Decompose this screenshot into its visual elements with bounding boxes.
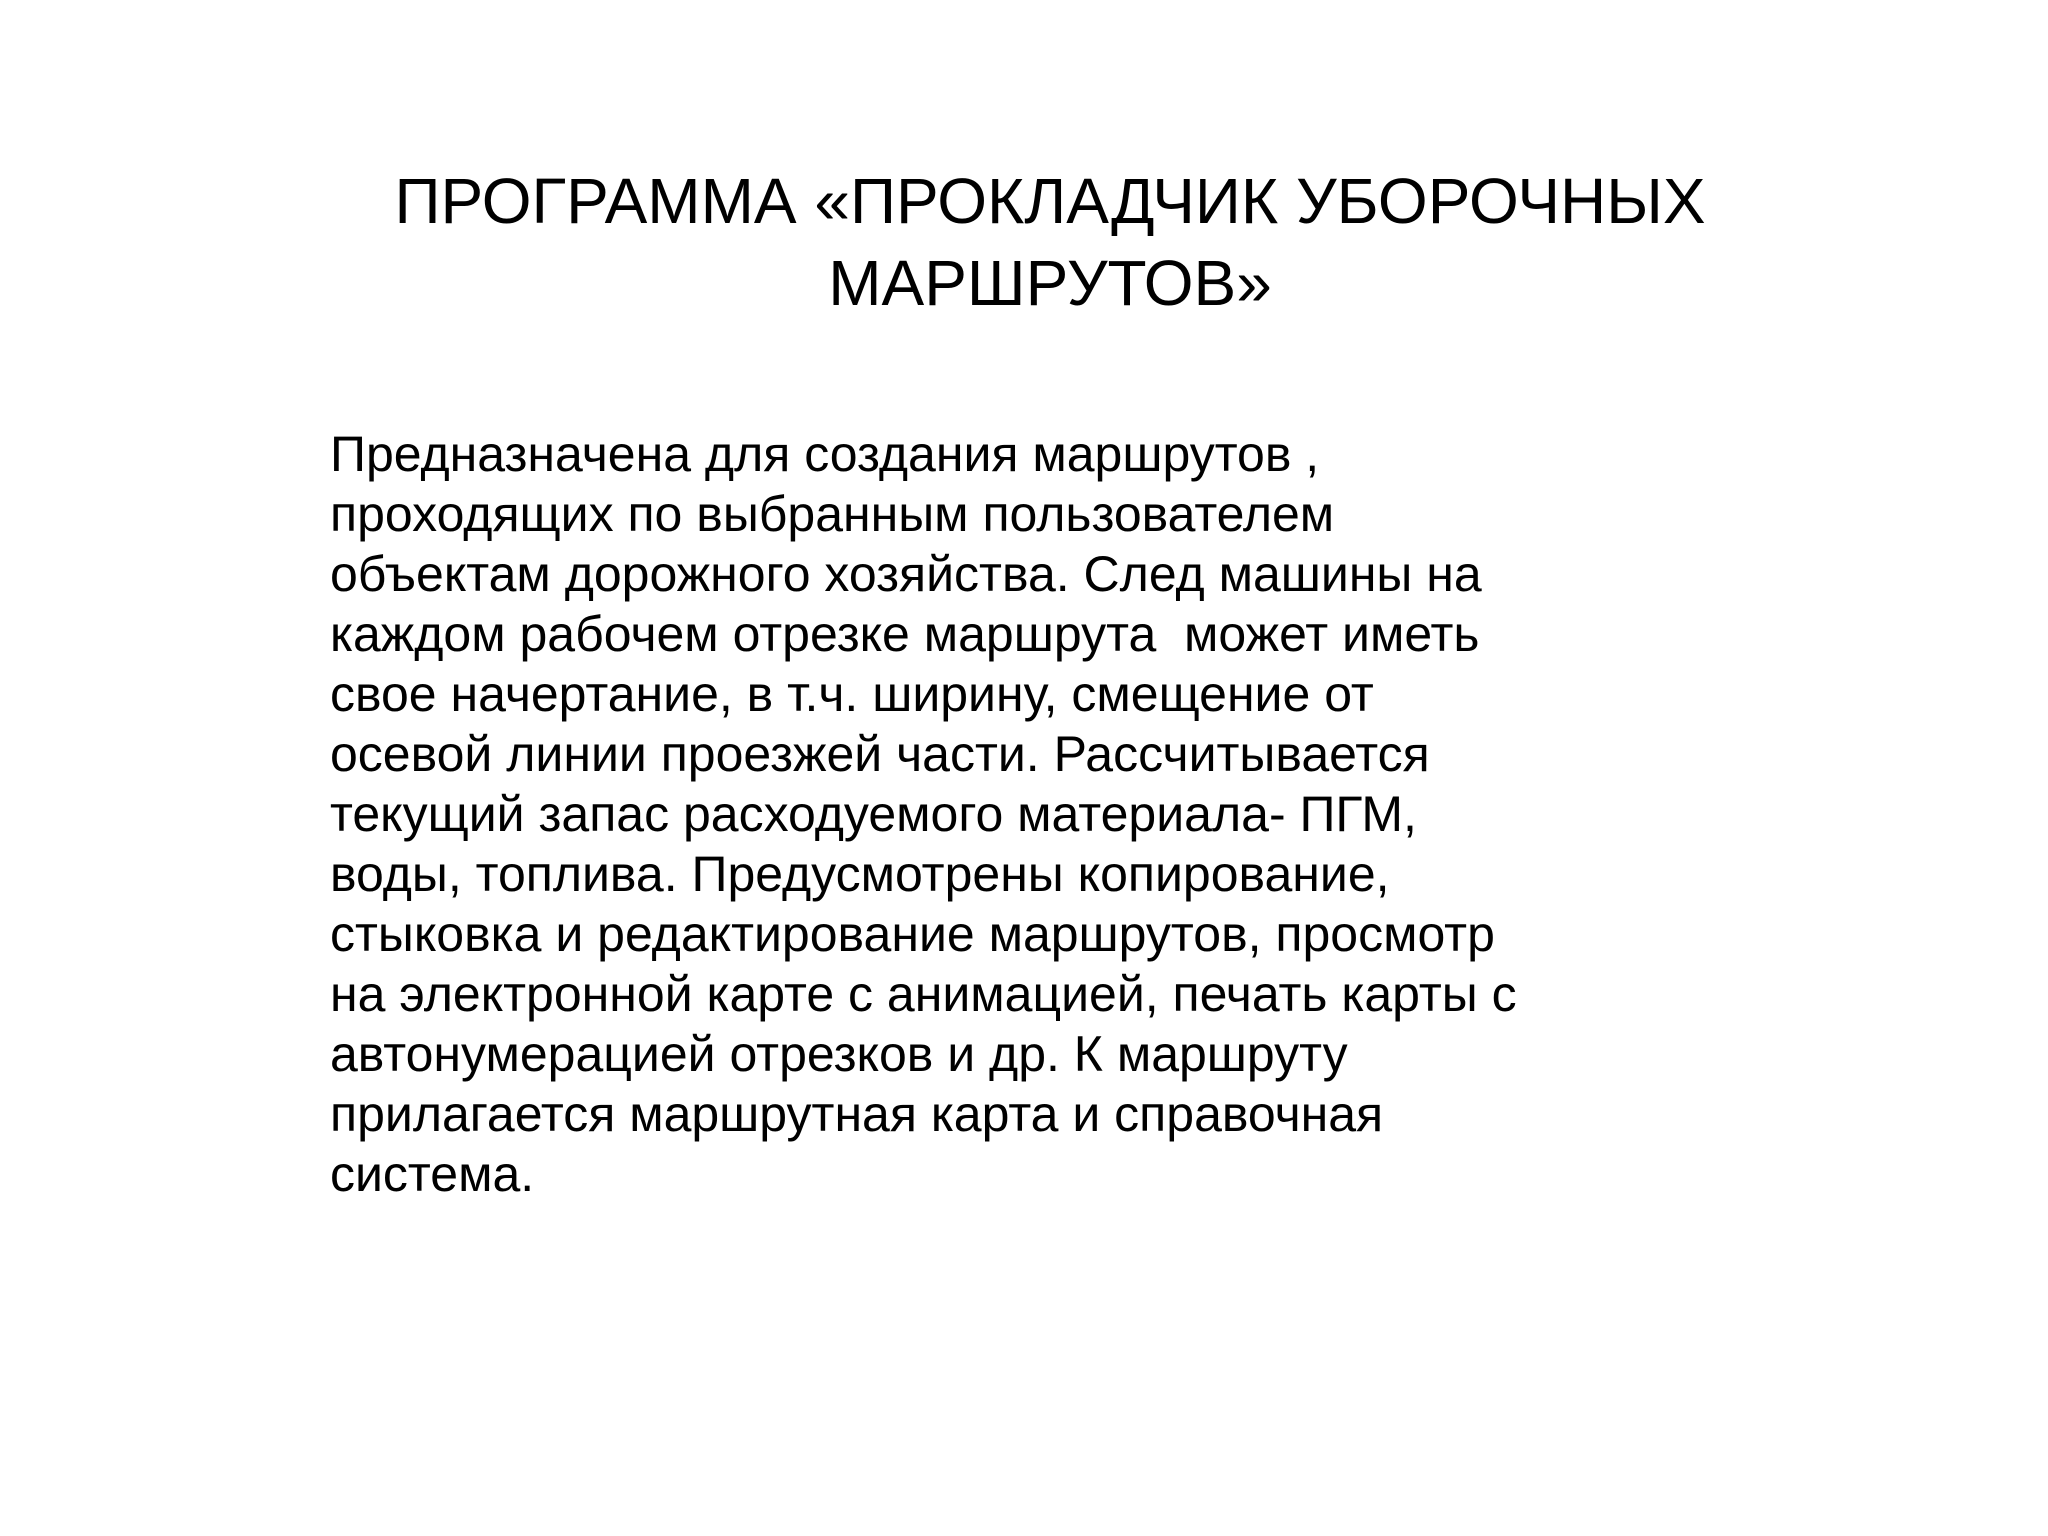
slide-body-text <box>330 424 1790 1204</box>
slide-title-line-1: ПРОГРАММА «ПРОКЛАДЧИК УБОРОЧНЫХ <box>394 165 1706 237</box>
body-line-1: Предназначена для создания маршрутов , <box>330 426 1320 482</box>
body-line-8: воды, топлива. Предусмотрены копирование, <box>330 846 1390 902</box>
body-line-7: текущий запас расходуемого материала- ПГМ, <box>330 786 1417 842</box>
body-line-12: прилагается маршрутная карта и справочная <box>330 1086 1384 1142</box>
body-line-3: объектам дорожного хозяйства. След машины на <box>330 546 1482 602</box>
body-line-10: на электронной карте с анимацией, печать карты с <box>330 966 1517 1022</box>
body-line-9: стыковка и редактирование маршрутов, просмотр <box>330 906 1495 962</box>
slide-title-line-2: МАРШРУТОВ» <box>828 247 1272 319</box>
body-line-2: проходящих по выбранным пользователем <box>330 486 1335 542</box>
body-line-13: система. <box>330 1146 535 1202</box>
slide-title <box>260 160 1840 324</box>
body-line-6: осевой линии проезжей части. Рассчитывается <box>330 726 1430 782</box>
body-line-4: каждом рабочем отрезке маршрута может иметь <box>330 606 1480 662</box>
body-line-11: автонумерацией отрезков и др. К маршруту <box>330 1026 1348 1082</box>
body-line-5: свое начертание, в т.ч. ширину, смещение от <box>330 666 1374 722</box>
